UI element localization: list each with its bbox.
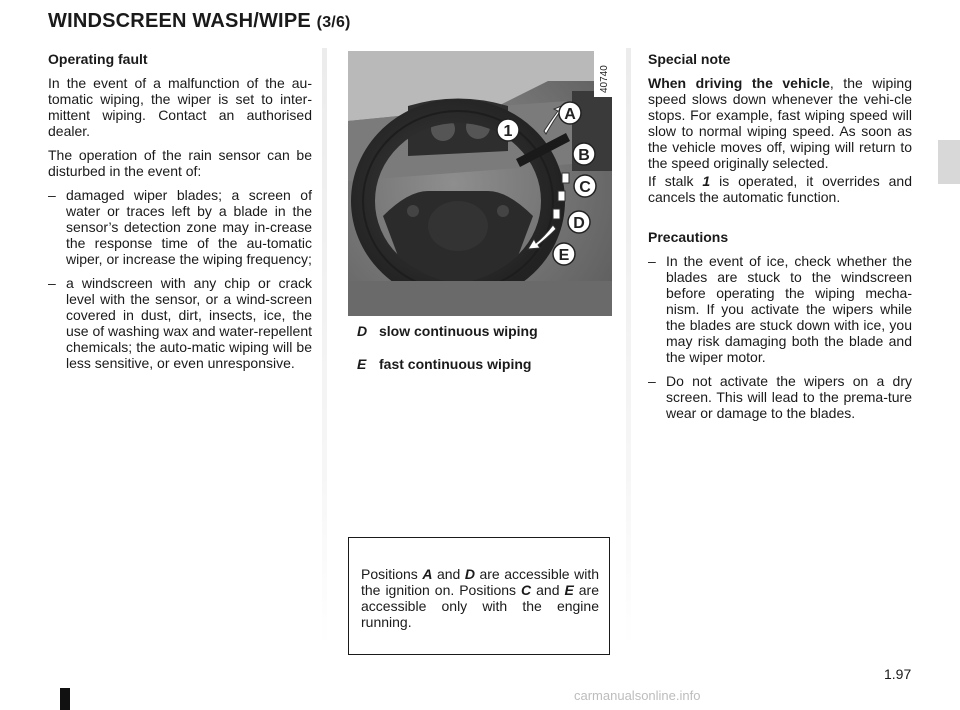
legend-item-e — [357, 356, 531, 372]
marker-d — [553, 209, 560, 219]
paragraph-stalk-text: If stalk — [648, 173, 703, 189]
lower-cabin — [348, 281, 612, 316]
marker-c — [558, 191, 565, 201]
callout-1-label: 1 — [503, 123, 513, 140]
callout-e-label: E — [558, 247, 570, 264]
callout-b-label: B — [578, 147, 590, 164]
precautions-list — [648, 253, 912, 421]
callout-d — [568, 211, 590, 233]
list-item — [48, 187, 312, 267]
paragraph-malfunction: In the event of a malfunction of the au-tomatic wiping, the wiper is set to inter-mittent wiping. Contact an authorised dealer. — [48, 75, 312, 139]
legend-text: slow continuous wiping — [379, 323, 538, 339]
list-item — [48, 275, 312, 371]
note-key-a: A — [422, 566, 433, 582]
paragraph-driving-text: , the wiping speed slows down whenever the vehi-cle stops. For example, fast wiping speed will slow to normal wiping speed. As soon as the vehicle moves off, wiping will return to the speed originally selected. — [648, 75, 912, 171]
paragraph-stalk — [648, 173, 912, 205]
note-text: are accessible with the ignition on. Positions — [361, 566, 600, 598]
wheel-button-left — [407, 205, 419, 217]
list-item-text: Do not activate the wipers on a dry screen. This will lead to the prema-ture wear or damage to the blades. — [666, 373, 912, 421]
callout-d-label: D — [573, 215, 585, 232]
paragraph-stalk-key: 1 — [702, 173, 711, 189]
list-item — [648, 373, 912, 421]
callout-a-label: A — [564, 106, 576, 123]
legend-key: E — [357, 356, 367, 372]
list-dash: – — [48, 187, 56, 203]
note-key-c: C — [521, 582, 532, 598]
note-text: and — [432, 566, 465, 582]
paragraph-driving — [648, 75, 912, 171]
callout-b — [573, 143, 595, 165]
list-item-text: damaged wiper blades; a screen of water or traces left by a blade in the sensor’s detection zone may in-crease the response time of the au-tomatic wiper, or increase the wiping frequency; — [66, 187, 312, 267]
legend-item-d — [357, 323, 538, 339]
right-column — [648, 51, 912, 429]
airbag-cover — [428, 201, 488, 251]
list-dash: – — [48, 275, 56, 291]
note-text: are accessible only with the engine running. — [361, 582, 600, 630]
list-dash: – — [648, 373, 656, 389]
info-note-box — [348, 537, 610, 655]
note-key-d: D — [464, 566, 475, 582]
list-item-text: a windscreen with any chip or crack level with the sensor, or a wind-screen covered in dust, dirt, insects, ice, the use of washing wax and water-repellent chemicals; the auto-matic wiping will be less sensitive, or even unresponsive. — [66, 275, 312, 371]
page-title-part: (3/6) — [316, 14, 351, 31]
page-title-text: WINDSCREEN WASH/WIPE — [48, 10, 311, 32]
paragraph-driving-bold: When driving the vehicle — [648, 75, 830, 91]
left-column — [48, 51, 312, 379]
wheel-button-right — [497, 205, 509, 217]
note-text: and — [531, 582, 565, 598]
marker-b — [562, 173, 569, 183]
callout-1 — [497, 119, 519, 141]
paragraph-rain-sensor: The operation of the rain sensor can be disturbed in the event of: — [48, 147, 312, 179]
list-dash: – — [648, 253, 656, 269]
note-key-e: E — [564, 582, 574, 598]
legend-key: D — [357, 323, 368, 339]
paragraph-stalk-text: is operated, it overrides and cancels the automatic function. — [648, 173, 912, 205]
column-separator-left — [322, 48, 327, 648]
list-item-text: In the event of ice, check whether the blades are stuck to the windscreen before operating the wiping mecha-nism. If you activate the wipers while the blades are stuck down with ice, you may risk damaging both the blade and the wiper motor. — [666, 253, 912, 365]
fault-list — [48, 187, 312, 371]
illustration-svg — [348, 51, 612, 316]
corner-mark — [60, 688, 70, 710]
column-separator-right — [626, 48, 631, 648]
section-heading-operating-fault: Operating fault — [48, 51, 148, 67]
page-title — [48, 10, 351, 33]
callout-c — [574, 175, 596, 197]
callout-c-label: C — [579, 179, 591, 196]
steering-wheel-stalk-illustration — [348, 51, 612, 316]
section-heading-precautions: Precautions — [648, 229, 729, 245]
list-item — [648, 253, 912, 365]
section-heading-special-note: Special note — [648, 51, 731, 67]
watermark: carmanualsonline.info — [574, 688, 701, 703]
callout-a — [559, 102, 581, 124]
figure-code: 40740 — [599, 65, 610, 93]
legend-text: fast continuous wiping — [379, 356, 532, 372]
note-text: Positions — [361, 566, 423, 582]
page-number: 1.97 — [884, 666, 912, 682]
callout-e — [553, 243, 575, 265]
chapter-tab — [938, 140, 960, 184]
